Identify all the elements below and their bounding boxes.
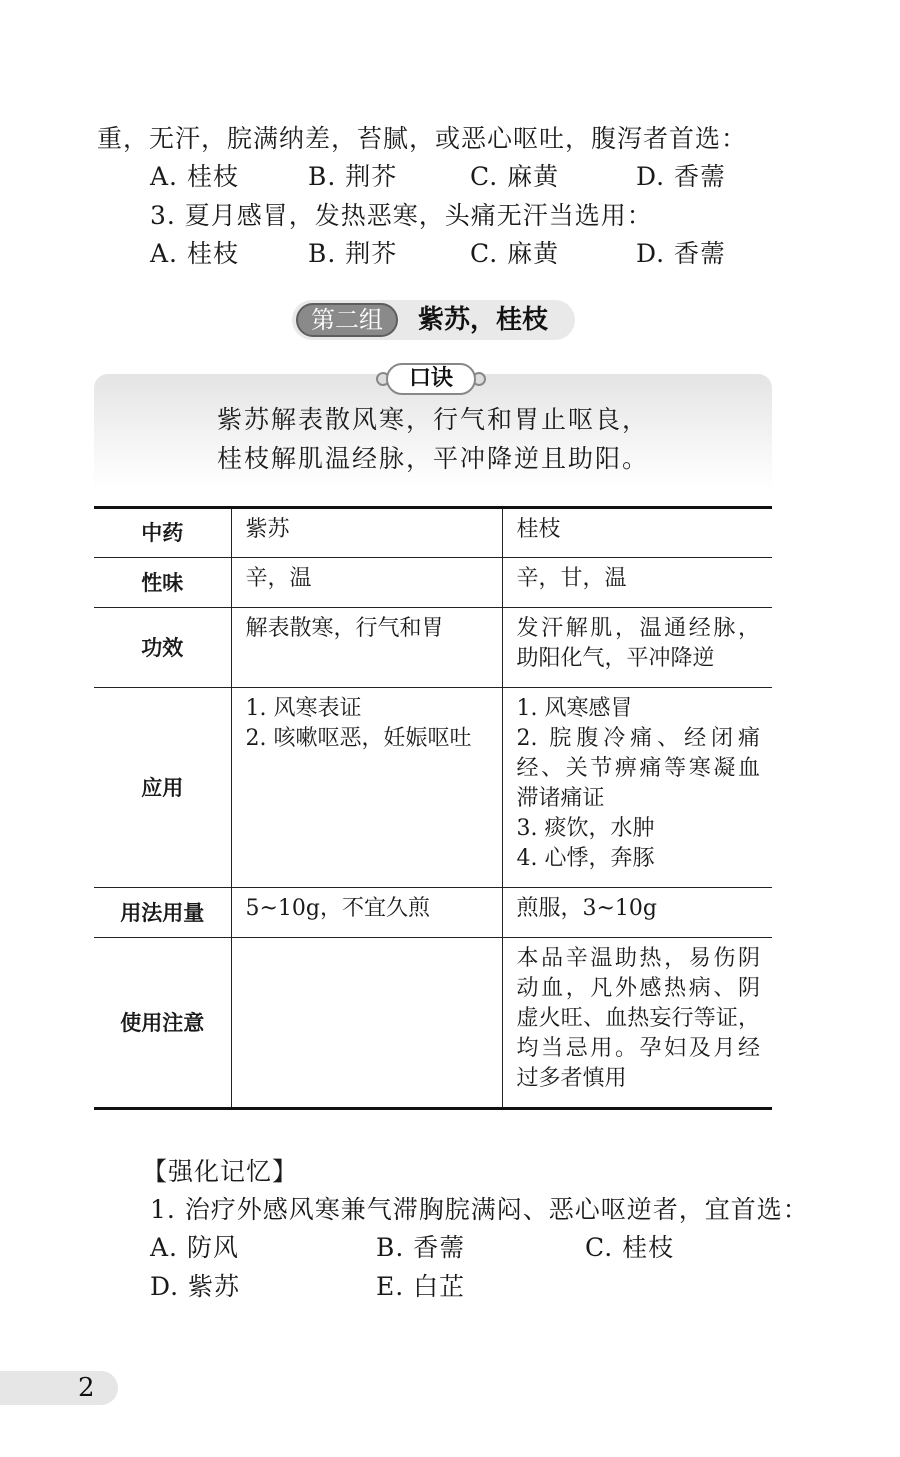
group-header xyxy=(292,300,575,340)
question-3-stem: 3. 夏月感冒，发热恶寒，头痛无汗当选用： xyxy=(150,201,653,230)
q3-option-a: A. 桂枝 xyxy=(150,239,239,268)
cell-text: 桂枝 xyxy=(516,517,561,542)
memory-q1-option-e: E. 白芷 xyxy=(376,1272,466,1301)
memory-q1-option-c: C. 桂枝 xyxy=(585,1233,675,1262)
table-row xyxy=(94,558,772,608)
cell-text: 解表散寒，行气和胃 xyxy=(245,616,444,641)
herb-comparison-table xyxy=(94,506,772,1110)
q3-option-b: B. 荆芥 xyxy=(308,239,398,268)
cell-text: 煎服，3~10g xyxy=(516,896,658,921)
guizhi-cell xyxy=(502,688,772,888)
cell-text: 紫苏 xyxy=(245,517,290,542)
cell-text: 辛，温 xyxy=(245,566,312,591)
table-row xyxy=(94,888,772,938)
row-header: 使用注意 xyxy=(94,938,231,1109)
zisu-cell xyxy=(231,558,502,608)
mnemonic-line-2: 桂枝解肌温经脉，平冲降逆且助阳。 xyxy=(216,444,649,473)
guizhi-cell xyxy=(502,888,772,938)
memory-q1-option-a: A. 防风 xyxy=(150,1233,239,1262)
cell-text: 1. 风寒感冒 xyxy=(516,696,633,721)
guizhi-cell xyxy=(502,938,772,1109)
group-title: 紫苏，桂枝 xyxy=(418,305,549,335)
guizhi-cell xyxy=(502,508,772,558)
memory-question-1-stem: 1. 治疗外感风寒兼气滞胸脘满闷、恶心呕逆者，宜首选： xyxy=(150,1195,809,1224)
table-row xyxy=(94,938,772,1109)
cell-text: 2. 脘腹冷痛、经闭痛 xyxy=(516,726,760,751)
cell-text: 虚火旺、血热妄行等证， xyxy=(516,1006,760,1031)
cell-text: 4. 心悸，奔豚 xyxy=(516,846,655,871)
memory-q1-option-b: B. 香薷 xyxy=(376,1233,466,1262)
cell-text: 发汗解肌，温通经脉， xyxy=(516,616,760,641)
cell-text: 动血，凡外感热病、阴 xyxy=(516,976,760,1001)
zisu-cell xyxy=(231,508,502,558)
mnemonic-line-1: 紫苏解表散风寒，行气和胃止呕良， xyxy=(216,405,649,434)
cell-text: 均当忌用。孕妇及月经 xyxy=(516,1036,760,1061)
mnemonic-label-tag xyxy=(376,363,486,395)
cell-text: 辛，甘，温 xyxy=(516,566,627,591)
q2-option-c: C. 麻黄 xyxy=(470,162,560,191)
row-header: 中药 xyxy=(94,508,231,558)
row-header: 性味 xyxy=(94,558,231,608)
cell-text: 5~10g，不宜久煎 xyxy=(245,896,431,921)
row-header: 用法用量 xyxy=(94,888,231,938)
row-header: 功效 xyxy=(94,608,231,688)
page-number: 2 xyxy=(78,1373,95,1403)
cell-text: 1. 风寒表证 xyxy=(245,696,362,721)
zisu-cell xyxy=(231,608,502,688)
zisu-cell xyxy=(231,938,502,1109)
zisu-cell xyxy=(231,688,502,888)
table-row xyxy=(94,508,772,558)
table-row xyxy=(94,688,772,888)
zisu-cell xyxy=(231,888,502,938)
q2-option-a: A. 桂枝 xyxy=(150,162,239,191)
q2-option-d: D. 香薷 xyxy=(636,162,727,191)
cell-text: 2. 咳嗽呕恶，妊娠呕吐 xyxy=(245,726,472,751)
memory-heading: 【强化记忆】 xyxy=(142,1157,299,1186)
question-2-stem-continuation: 重，无汗，脘满纳差，苔腻，或恶心呕吐，腹泻者首选： xyxy=(97,124,748,153)
cell-text: 过多者慎用 xyxy=(516,1066,627,1091)
cell-text: 助阳化气，平冲降逆 xyxy=(516,646,715,671)
q3-option-c: C. 麻黄 xyxy=(470,239,560,268)
q3-option-d: D. 香薷 xyxy=(636,239,727,268)
guizhi-cell xyxy=(502,558,772,608)
guizhi-cell xyxy=(502,608,772,688)
row-header: 应用 xyxy=(94,688,231,888)
table-row xyxy=(94,608,772,688)
cell-text: 本品辛温助热，易伤阴 xyxy=(516,946,760,971)
q2-option-b: B. 荆芥 xyxy=(308,162,398,191)
memory-q1-option-d: D. 紫苏 xyxy=(150,1272,241,1301)
cell-text: 经、关节痹痛等寒凝血 xyxy=(516,756,760,781)
mnemonic-label: 口诀 xyxy=(386,363,476,395)
cell-text: 滞诸痛证 xyxy=(516,786,605,811)
page-number-tab xyxy=(0,1371,118,1405)
group-badge: 第二组 xyxy=(296,303,398,337)
cell-text: 3. 痰饮，水肿 xyxy=(516,816,655,841)
